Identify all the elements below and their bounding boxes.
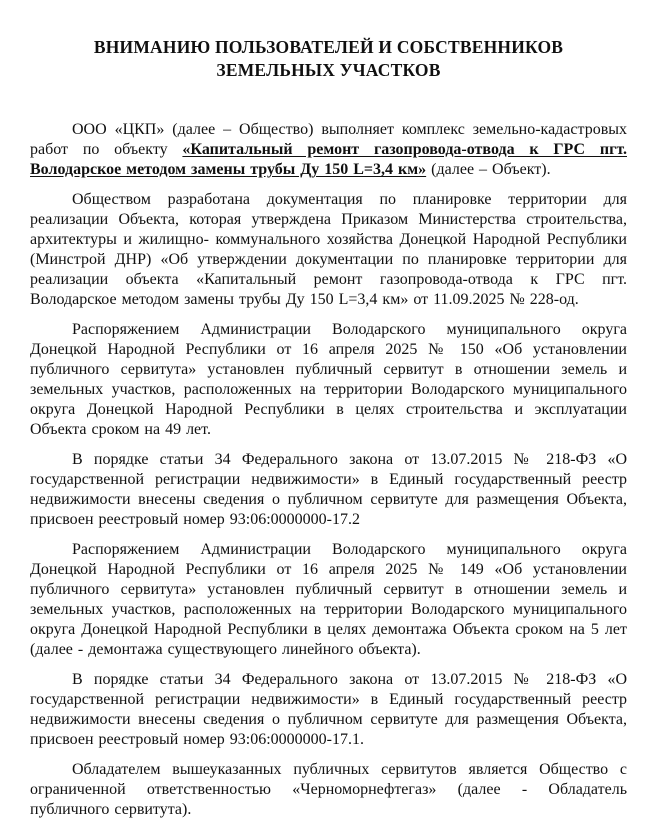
paragraph-text: (далее – Объект). (426, 161, 551, 178)
paragraph-intro (30, 120, 627, 180)
object-name-emphasis: «Капитальный ремонт газопровода-отвода к ГРС пгт. Володарское методом замены трубы Ду 150 L=3,4 км» (30, 141, 627, 178)
paragraph-servitude-150: Распоряжением Администрации Володарского муниципального округа Донецкой Народной Республики от 16 апреля 2025 № 150 «Об установлении публичного сервитута» установлен публичный сервитут в отношении земель и земельных участков, расположенных на территории Володарского муниципального округа Донецкой Народной Республики в целях строительства и эксплуатации Объекта сроком на 49 лет. (30, 321, 627, 438)
paragraph-servitude-149: Распоряжением Администрации Володарского муниципального округа Донецкой Народной Республики от 16 апреля 2025 № 149 «Об установлении публичного сервитута» установлен публичный сервитут в отношении земель и земельных участков, расположенных на территории Володарского муниципального округа Донецкой Народной Республики в целях демонтажа Объекта сроком на 5 лет (далее - демонтажа существующего линейного объекта). (30, 541, 627, 658)
document-title: ВНИМАНИЮ ПОЛЬЗОВАТЕЛЕЙ И СОБСТВЕННИКОВ ЗЕМЕЛЬНЫХ УЧАСТКОВ (93, 37, 564, 80)
paragraph-planning-documentation: Обществом разработана документация по планировке территории для реализации Объекта, которая утверждена Приказом Министерства строительства, архитектуры и жилищно- коммунального хозяйства Донецкой Народной Республики (Минстрой ДНР) «Об утверждении документации по планировке территории для реализации объекта «Капитальный ремонт газопровода-отвода к ГРС пгт. Володарское методом замены трубы Ду 150 L=3,4 км» от 11.09.2025 № 228-од. (30, 191, 627, 308)
paragraph-servitude-holder: Обладателем вышеуказанных публичных сервитутов является Общество с ограниченной ответственностью «Черноморнефтегаз» (далее - Обладатель публичного сервитута). (30, 761, 627, 818)
paragraph-text: ООО «ЦКП» (далее – Общество) выполняет комплекс земельно-кадастровых работ по объекту (30, 121, 627, 158)
paragraph-registry-17-2: В порядке статьи 34 Федерального закона от 13.07.2015 № 218-ФЗ «О государственной регистрации недвижимости» в Единый государственный реестр недвижимости внесены сведения о публичном сервитуте для размещения Объекта, присвоен реестровый номер 93:06:0000000-17.2 (30, 451, 627, 528)
paragraph-registry-17-1: В порядке статьи 34 Федерального закона от 13.07.2015 № 218-ФЗ «О государственной регистрации недвижимости» в Единый государственный реестр недвижимости внесены сведения о публичном сервитуте для размещения Объекта, присвоен реестровый номер 93:06:0000000-17.1. (30, 671, 627, 748)
